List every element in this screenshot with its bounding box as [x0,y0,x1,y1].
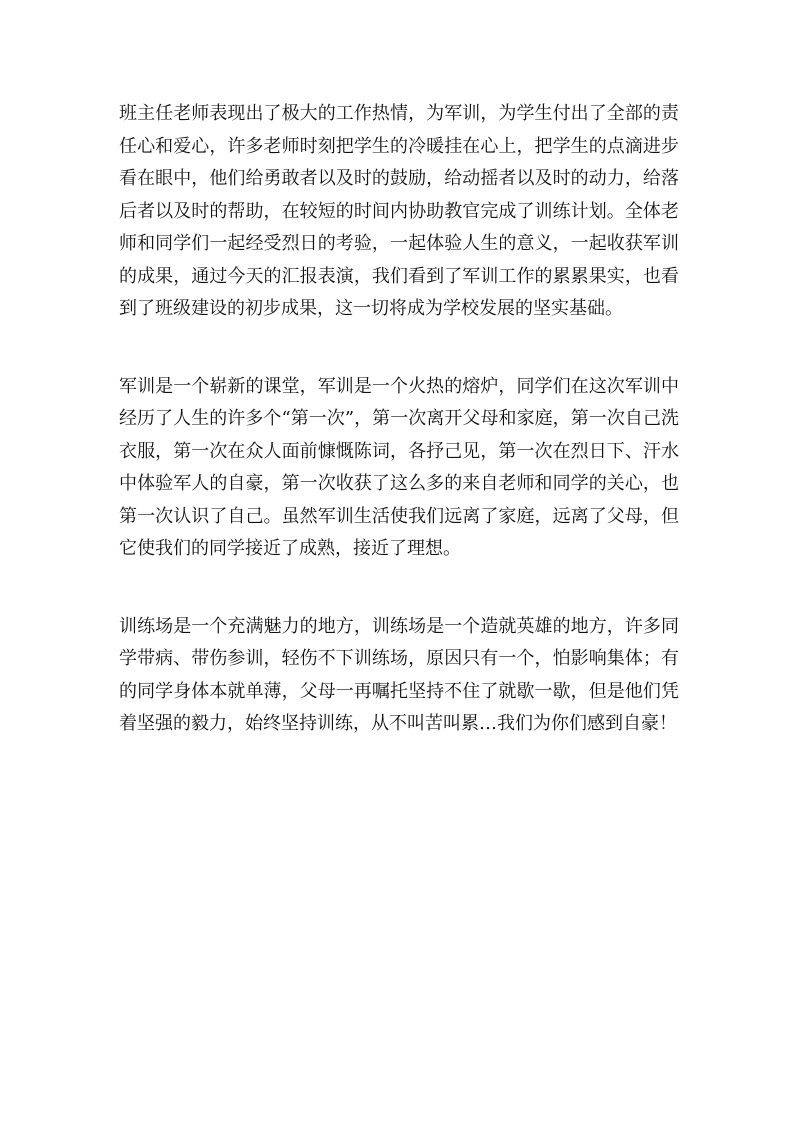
paragraph-teachers-dedication: 班主任老师表现出了极大的工作热情，为军训，为学生付出了全部的责任心和爱心，许多老师时刻把学生的冷暖挂在心上，把学生的点滴进步看在眼中，他们给勇敢者以及时的鼓励，给动摇者以及时的动力，给落后者以及时的帮助，在较短的时间内协助教官完成了训练计划。全体老师和同学们一起经受烈日的考验，一起体验人生的意义，一起收获军训的成果，通过今天的汇报表演，我们看到了军训工作的累累果实，也看到了班级建设的初步成果，这一切将成为学校发展的坚实基础。 [119,103,679,319]
paragraph-military-training-firsts: 军训是一个崭新的课堂，军训是一个火热的熔炉，同学们在这次军训中经历了人生的许多个“第一次”，第一次离开父母和家庭，第一次自己洗衣服，第一次在众人面前慷慨陈词，各抒己见，第一次在烈日下、汗水中体验军人的自豪，第一次收获了这么多的来自老师和同学的关心，也第一次认识了自己。虽然军训生活使我们远离了家庭，远离了父母，但它使我们的同学接近了成熟，接近了理想。 [119,375,679,559]
paragraph-training-ground: 训练场是一个充满魅力的地方，训练场是一个造就英雄的地方，许多同学带病、带伤参训，轻伤不下训练场，原因只有一个，怕影响集体；有的同学身体本就单薄，父母一再嘱托坚持不住了就歇一歇，但是他们凭着坚强的毅力，始终坚持训练，从不叫苦叫累…我们为你们感到自豪！ [119,615,679,734]
document-body [119,98,679,741]
